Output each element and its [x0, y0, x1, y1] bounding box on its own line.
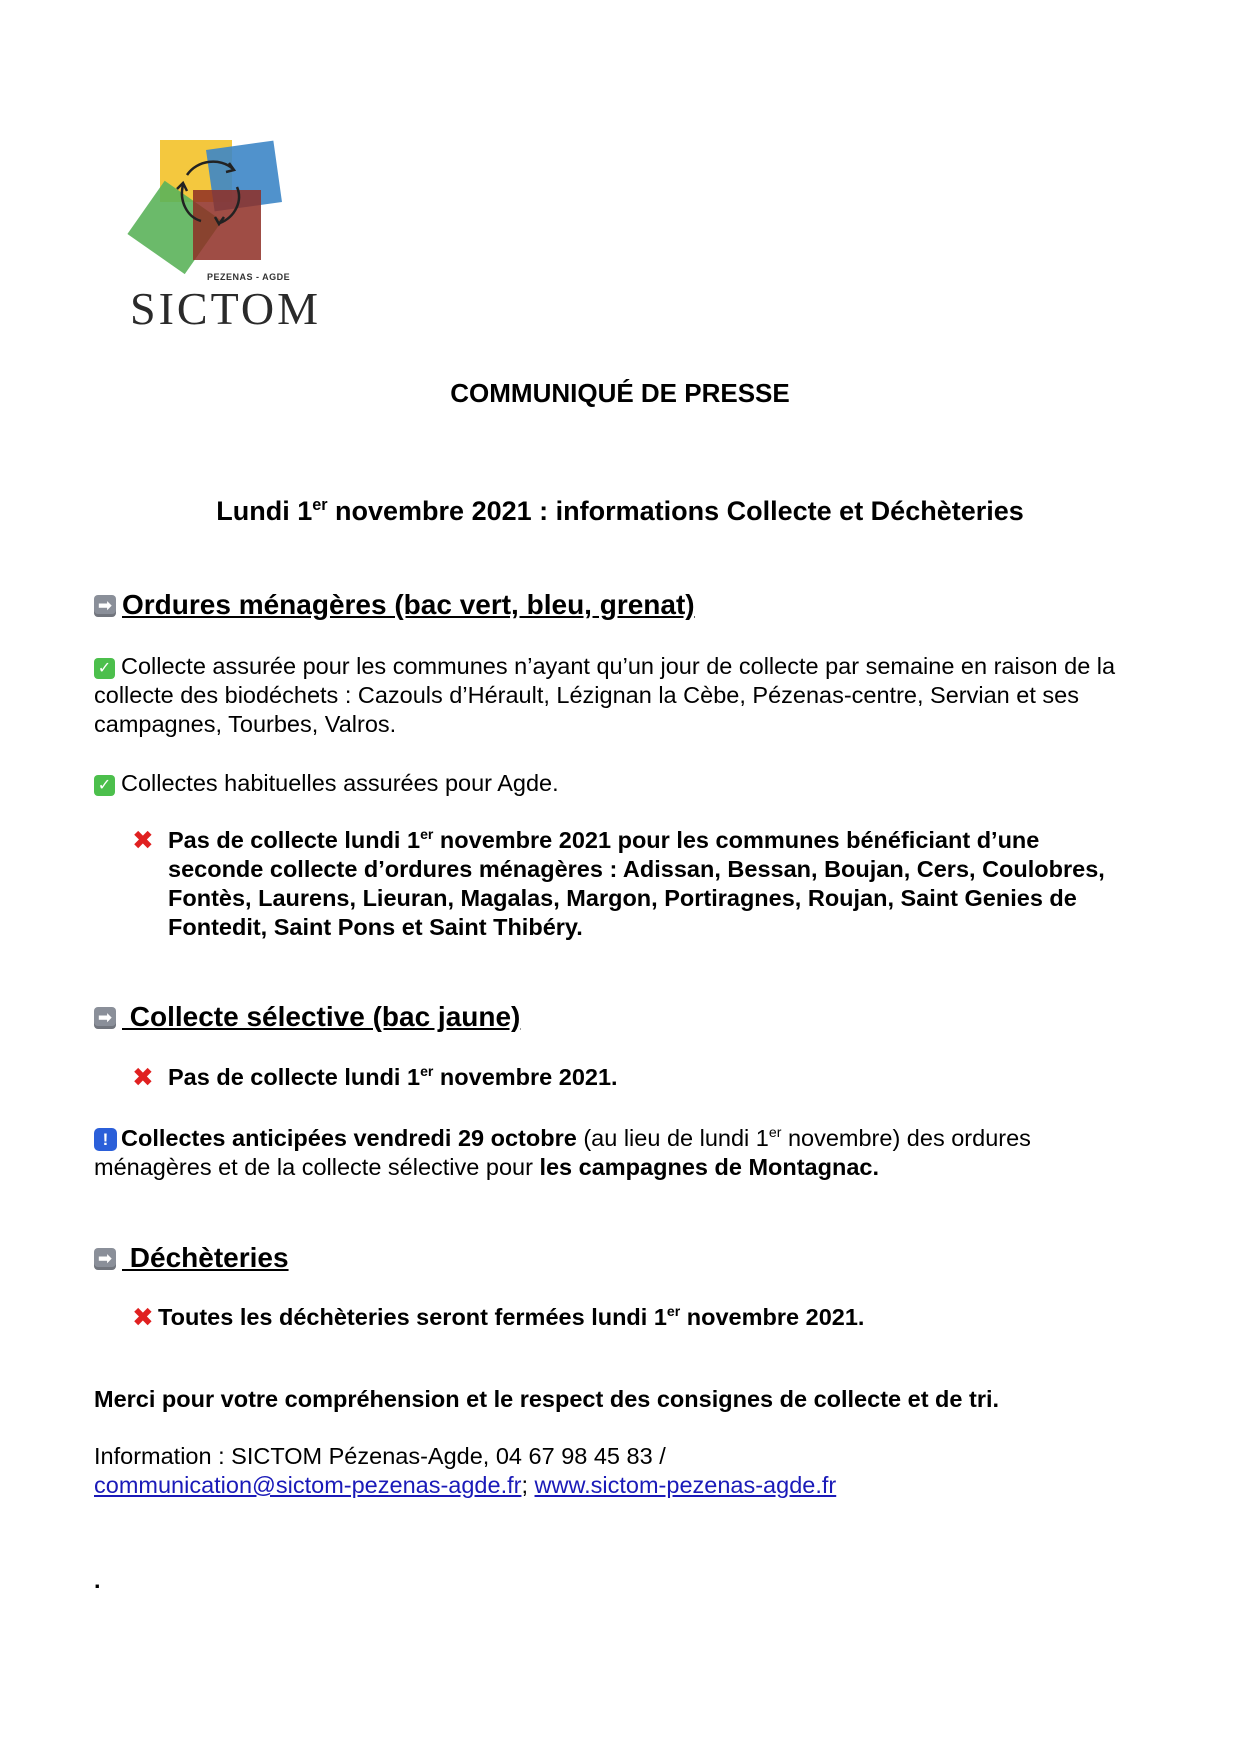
email-link[interactable]: communication@sictom-pezenas-agde.fr — [94, 1472, 522, 1498]
contact-separator: ; — [521, 1472, 528, 1498]
no-collection-item-ordures: ✖ Pas de collecte lundi 1er novembre 2021 pour les communes bénéficiant d’une seconde collecte d’ordures ménagères : Adissan, Bessan, Boujan, Cers, Coulobres, Fontès, Laurens, Lieuran, Magalas, Margon, Portiragnes, Roujan, Saint Genies de Fontedit, Saint Pons et Saint Thibéry. — [132, 825, 1105, 940]
section-heading-selective: ➡ Collecte sélective (bac jaune) — [94, 1001, 520, 1033]
no-collection-item-selective: ✖ Pas de collecte lundi 1er novembre 2021. — [132, 1062, 618, 1092]
cross-icon: ✖ — [132, 1062, 154, 1092]
section-heading-ordures: ➡ Ordures ménagères (bac vert, bleu, grenat) — [94, 589, 695, 621]
cross-icon: ✖ — [132, 825, 154, 855]
website-link[interactable]: www.sictom-pezenas-agde.fr — [534, 1472, 837, 1498]
decheteries-closed-item: ✖ Toutes les déchèteries seront fermées lundi 1er novembre 2021. — [132, 1302, 865, 1332]
section-heading-decheteries: ➡ Déchèteries — [94, 1242, 289, 1274]
paragraph-collecte-assuree: ✓ Collecte assurée pour les communes n’ayant qu’un jour de collecte par semaine en raison de la collecte des biodéchets : Cazouls d’Hérault, Lézignan la Cèbe, Pézenas-centre, Servian et ses campagnes, Tourbes, Valros. — [94, 653, 1116, 737]
contact-label: Information : SICTOM Pézenas-Agde, 04 67 98 45 83 / — [94, 1443, 666, 1469]
logo-wordmark: SICTOM — [130, 283, 321, 334]
exclamation-icon: ! — [94, 1128, 117, 1151]
press-release-title: COMMUNIQUÉ DE PRESSE — [450, 378, 790, 408]
right-arrow-icon: ➡ — [94, 595, 116, 617]
logo-subtitle: PEZENAS - AGDE — [207, 272, 291, 282]
check-icon: ✓ — [94, 775, 115, 796]
headline: Lundi 1er novembre 2021 : informations Collecte et Déchèteries — [216, 496, 1024, 526]
paragraph-anticipated-collection: ! Collectes anticipées vendredi 29 octobre (au lieu de lundi 1er novembre) des ordures ménagères et de la collecte sélective pour les campagnes de Montagnac. — [94, 1124, 1031, 1180]
paragraph-agde: ✓ Collectes habituelles assurées pour Agde. — [94, 769, 1154, 798]
right-arrow-icon: ➡ — [94, 1007, 116, 1029]
thanks-message: Merci pour votre compréhension et le respect des consignes de collecte et de tri. — [94, 1386, 1000, 1412]
cross-icon: ✖ — [132, 1302, 154, 1332]
trailing-dot: . — [94, 1567, 101, 1593]
check-icon: ✓ — [94, 658, 115, 679]
contact-info — [94, 1442, 1154, 1500]
logo-red-square — [193, 190, 261, 260]
right-arrow-icon: ➡ — [94, 1248, 116, 1270]
